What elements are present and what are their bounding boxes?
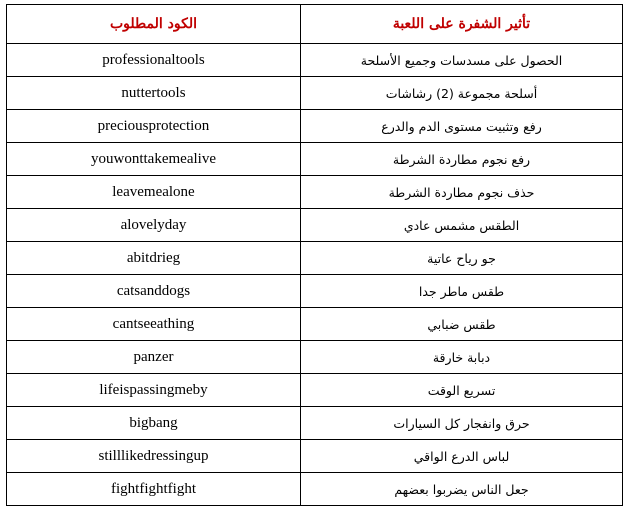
effect-cell: الطقس مشمس عادي (301, 209, 623, 242)
table-row (7, 209, 623, 242)
effect-cell: طقس ضبابي (301, 308, 623, 341)
table-row (7, 143, 623, 176)
effect-cell: أسلحة مجموعة (2) رشاشات (301, 77, 623, 110)
code-column-header: الكود المطلوب (7, 5, 301, 44)
code-cell: nuttertools (7, 77, 301, 110)
code-cell: lifeispassingmeby (7, 374, 301, 407)
table-row (7, 77, 623, 110)
table-row (7, 176, 623, 209)
code-cell: leavemealone (7, 176, 301, 209)
effect-cell: تسريع الوقت (301, 374, 623, 407)
table-row (7, 407, 623, 440)
effect-cell: الحصول على مسدسات وجميع الأسلحة (301, 44, 623, 77)
effect-cell: جو رياح عاتية (301, 242, 623, 275)
table-row (7, 473, 623, 506)
code-cell: fightfightfight (7, 473, 301, 506)
code-cell: abitdrieg (7, 242, 301, 275)
effect-cell: رفع نجوم مطاردة الشرطة (301, 143, 623, 176)
effect-cell: لباس الدرع الواقي (301, 440, 623, 473)
table-row (7, 275, 623, 308)
code-cell: panzer (7, 341, 301, 374)
table-row (7, 440, 623, 473)
header-row (7, 5, 623, 44)
code-cell: alovelyday (7, 209, 301, 242)
code-cell: cantseeathing (7, 308, 301, 341)
table-body (7, 44, 623, 506)
effect-cell: حذف نجوم مطاردة الشرطة (301, 176, 623, 209)
effect-column-header: تأثير الشفرة على اللعبة (301, 5, 623, 44)
code-cell: stilllikedressingup (7, 440, 301, 473)
code-cell: bigbang (7, 407, 301, 440)
table-header (7, 5, 623, 44)
cheat-codes-table (6, 4, 623, 506)
table-row (7, 308, 623, 341)
table-row (7, 374, 623, 407)
code-cell: preciousprotection (7, 110, 301, 143)
code-cell: catsanddogs (7, 275, 301, 308)
table-row (7, 242, 623, 275)
code-cell: professionaltools (7, 44, 301, 77)
effect-cell: حرق وانفجار كل السيارات (301, 407, 623, 440)
effect-cell: جعل الناس يضربوا بعضهم (301, 473, 623, 506)
effect-cell: رفع وتثبيت مستوى الدم والدرع (301, 110, 623, 143)
code-cell: youwonttakemealive (7, 143, 301, 176)
effect-cell: دبابة خارقة (301, 341, 623, 374)
table-row (7, 44, 623, 77)
effect-cell: طقس ماطر جدا (301, 275, 623, 308)
table-row (7, 341, 623, 374)
table-row (7, 110, 623, 143)
